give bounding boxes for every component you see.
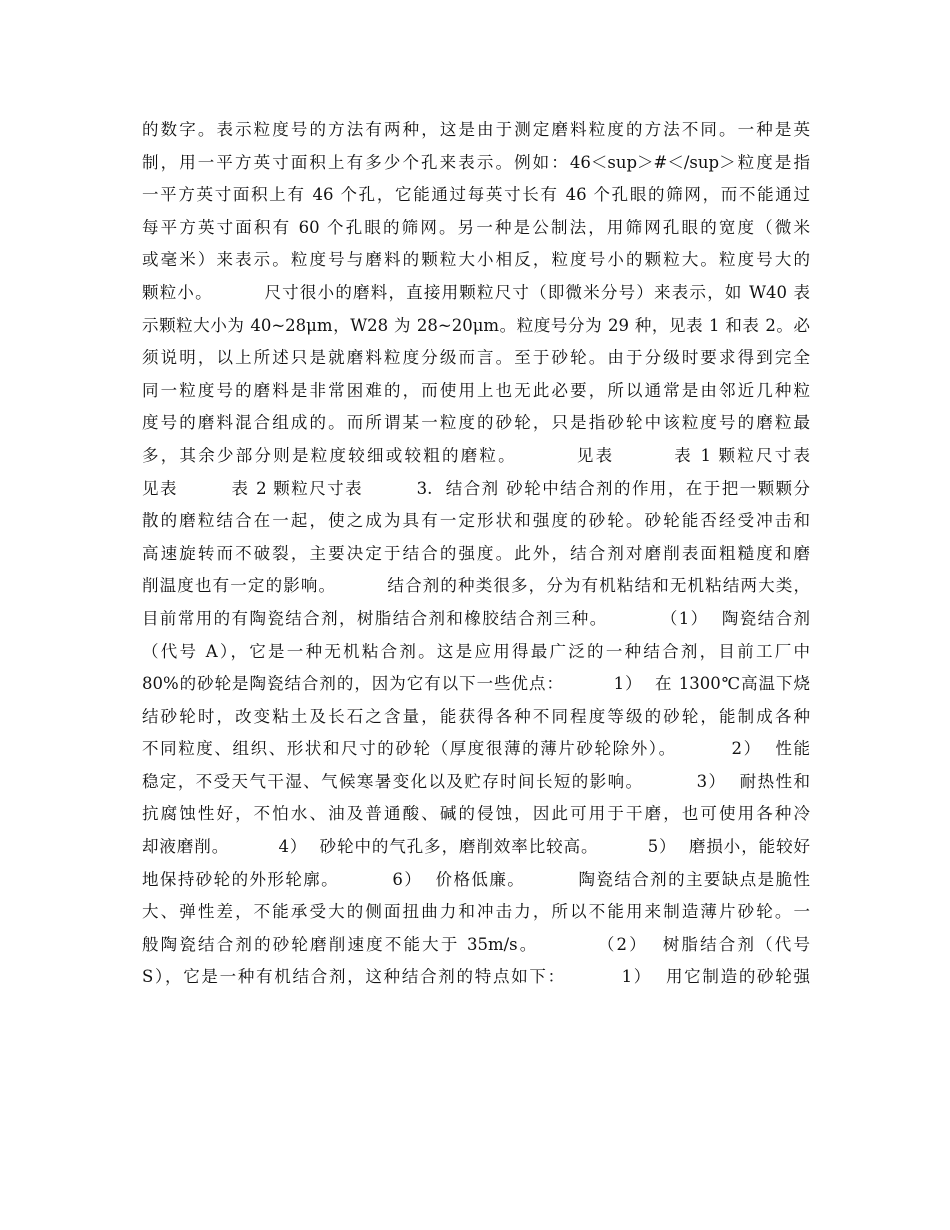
text-line: 示颗粒大小为 40~28μm，W28 为 28~20μm。粒度号分为 29 种，见表 1 和表 2。必 (142, 315, 810, 335)
text-line: 散的磨粒结合在一起，使之成为具有一定形状和强度的砂轮。砂轮能否经受冲击和 (142, 511, 810, 531)
text-line: 稳定，不受天气干湿、气候寒暑变化以及贮存时间长短的影响。 3） 耐热性和 (142, 771, 810, 791)
text-line: 颗粒小。 尺寸很小的磨料，直接用颗粒尺寸（即微米分号）来表示，如 W40 表 (142, 282, 810, 302)
text-line: 同一粒度号的磨料是非常困难的，而使用上也无此必要，所以通常是由邻近几种粒 (142, 380, 810, 400)
text-line: 目前常用的有陶瓷结合剂，树脂结合剂和橡胶结合剂三种。 （1） 陶瓷结合剂 (142, 608, 810, 628)
text-line: 的数字。表示粒度号的方法有两种，这是由于测定磨料粒度的方法不同。一种是英 (142, 120, 810, 139)
text-line: S），它是一种有机结合剂，这种结合剂的特点如下： 1） 用它制造的砂轮强 (142, 967, 810, 987)
text-line: 般陶瓷结合剂的砂轮磨削速度不能大于 35m/s。 （2） 树脂结合剂（代号 (142, 934, 810, 954)
text-line: 一平方英寸面积上有 46 个孔，它能通过每英寸长有 46 个孔眼的筛网，而不能通过 (142, 185, 810, 205)
text-line: 或毫米）来表示。粒度号与磨料的颗粒大小相反，粒度号小的颗粒大。粒度号大的 (142, 250, 810, 270)
text-line: 度号的磨料混合组成的。而所谓某一粒度的砂轮，只是指砂轮中该粒度号的磨粒最 (142, 413, 810, 433)
text-line: 却液磨削。 4） 砂轮中的气孔多，磨削效率比较高。 5） 磨损小，能较好 (142, 837, 810, 857)
text-line: 制，用一平方英寸面积上有多少个孔来表示。例如：46＜sup＞#＜/sup＞粒度是指 (142, 152, 810, 172)
text-line: 80%的砂轮是陶瓷结合剂的，因为它有以下一些优点： 1） 在 1300℃高温下烧 (142, 674, 810, 694)
text-line: 高速旋转而不破裂，主要决定于结合的强度。此外，结合剂对磨削表面粗糙度和磨 (142, 543, 810, 563)
text-line: 削温度也有一定的影响。 结合剂的种类很多，分为有机粘结和无机粘结两大类， (142, 576, 810, 596)
text-line: 地保持砂轮的外形轮廓。 6） 价格低廉。 陶瓷结合剂的主要缺点是脆性 (142, 869, 810, 889)
body-text (142, 114, 810, 994)
text-line: 多，其余少部分则是粒度较细或较粗的磨粒。 见表 表 1 颗粒尺寸表 (142, 445, 810, 465)
text-line: （代号 A），它是一种无机粘合剂。这是应用得最广泛的一种结合剂，目前工厂中 (142, 641, 810, 661)
text-line: 须说明，以上所述只是就磨料粒度分级而言。至于砂轮。由于分级时要求得到完全 (142, 348, 810, 368)
text-line: 见表 表 2 颗粒尺寸表 3. 结合剂 砂轮中结合剂的作用，在于把一颗颗分 (142, 478, 810, 498)
text-line: 抗腐蚀性好，不怕水、油及普通酸、碱的侵蚀，因此可用于干磨，也可使用各种冷 (142, 804, 810, 824)
text-line: 每平方英寸面积有 60 个孔眼的筛网。另一种是公制法，用筛网孔眼的宽度（微米 (142, 217, 810, 237)
text-line: 结砂轮时，改变粘土及长石之含量，能获得各种不同程度等级的砂轮，能制成各种 (142, 706, 810, 726)
text-line: 不同粒度、组织、形状和尺寸的砂轮（厚度很薄的薄片砂轮除外）。 2） 性能 (142, 739, 810, 759)
text-line: 大、弹性差，不能承受大的侧面扭曲力和冲击力，所以不能用来制造薄片砂轮。一 (142, 902, 810, 922)
